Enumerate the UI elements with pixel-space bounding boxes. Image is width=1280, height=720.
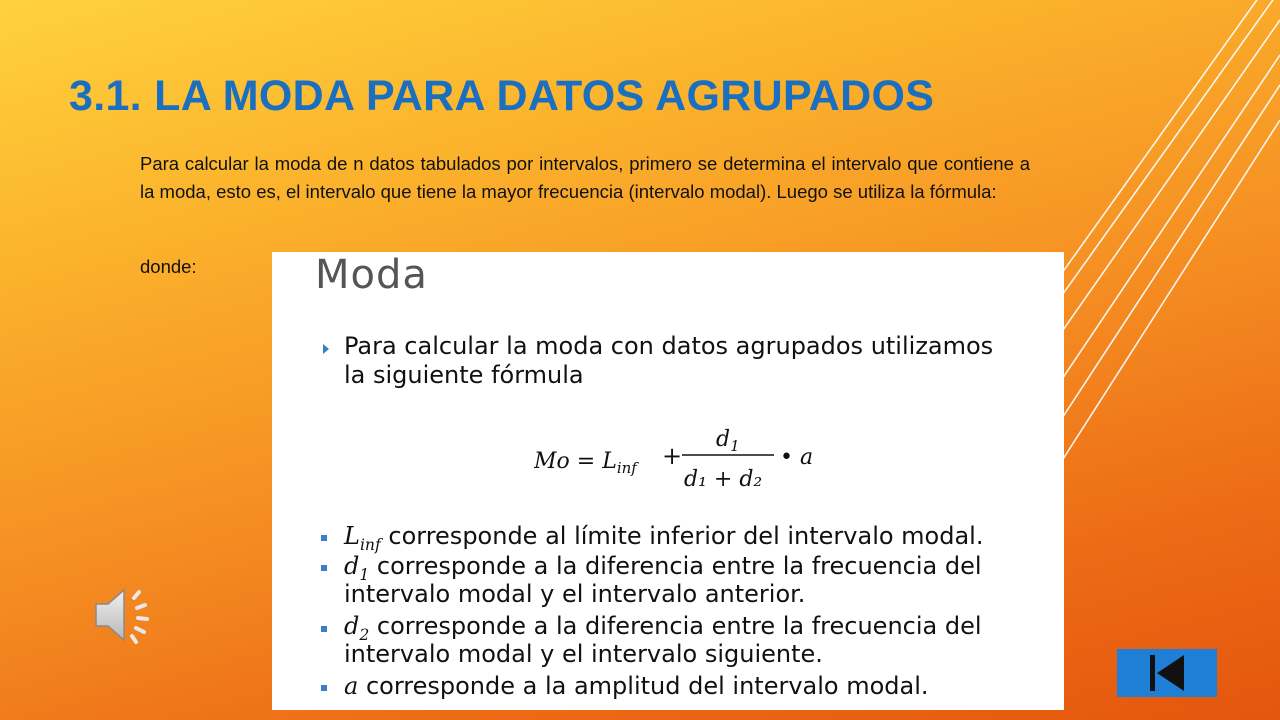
triangle-bullet-icon (323, 344, 329, 354)
formula-numerator-sub: 1 (730, 437, 740, 455)
formula-lhs: Mo = L (534, 449, 617, 474)
skip-to-end-icon (1117, 649, 1217, 697)
donde-label: donde: (140, 256, 197, 277)
square-bullet-icon (321, 685, 327, 691)
square-bullet-icon (321, 535, 327, 541)
speaker-icon[interactable] (92, 584, 162, 646)
panel-intro-line2: la siguiente fórmula (344, 361, 584, 389)
bullet-a: a corresponde a la amplitud del intervalo modal. (344, 672, 929, 700)
formula-denominator: d₁ + d₂ (684, 467, 763, 492)
svg-text:Mo = Linf (534, 449, 639, 477)
moda-formula-image (272, 252, 1064, 710)
bullet-d1-line2: intervalo modal y el intervalo anterior. (344, 580, 806, 608)
mode-formula (534, 422, 824, 494)
panel-intro-line1: Para calcular la moda con datos agrupados utilizamos (344, 332, 994, 360)
intro-paragraph: Para calcular la moda de n datos tabulados por intervalos, primero se determina el intervalo que contiene a la moda, esto es, el intervalo que tiene la mayor frecuencia (intervalo modal). Luego se utiliza la fórmula: (140, 153, 1030, 202)
panel-heading: Moda (315, 252, 428, 298)
square-bullet-icon (321, 565, 327, 571)
bullet-d2: $d_2$ corresponde a la diferencia entre la frecuencia del (344, 612, 982, 644)
skip-to-end-button[interactable] (1117, 649, 1217, 697)
svg-text:d1 (716, 427, 740, 455)
formula-plus: + (662, 442, 683, 470)
bullet-linf: $L_{inf}$ corresponde al límite inferior del intervalo modal. (344, 522, 984, 554)
formula-lhs-sub: inf (616, 459, 637, 477)
formula-times: • a (780, 445, 814, 470)
bullet-d2-line2: intervalo modal y el intervalo siguiente. (344, 640, 823, 668)
slide-title: 3.1. LA MODA PARA DATOS AGRUPADOS (69, 72, 935, 120)
formula-numerator: d (716, 427, 731, 452)
bullet-d1: $d_1$ corresponde a la diferencia entre la frecuencia del (344, 552, 982, 584)
square-bullet-icon (321, 626, 327, 632)
